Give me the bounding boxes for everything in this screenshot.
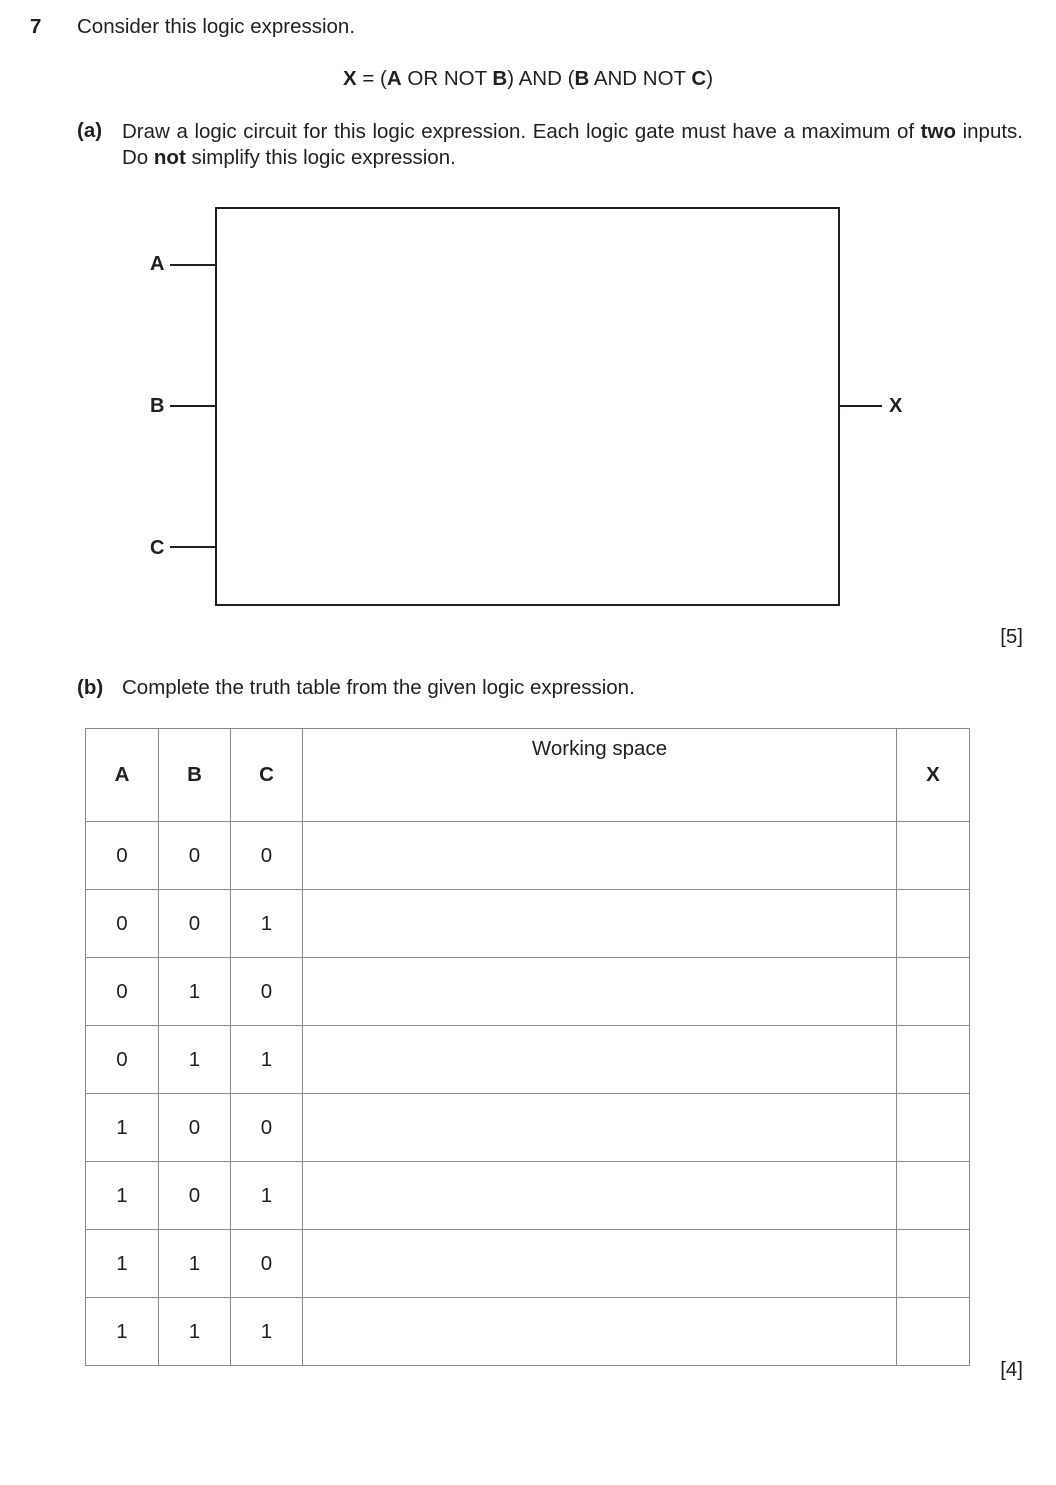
circuit-drawing-area[interactable] [215, 207, 840, 606]
cell-b: 0 [159, 890, 231, 958]
cell-c: 0 [231, 822, 303, 890]
input-wire-c [170, 546, 216, 548]
working-space-cell[interactable] [303, 1298, 897, 1366]
expr-a: A [386, 67, 402, 90]
working-space-cell[interactable] [303, 1094, 897, 1162]
cell-a: 0 [86, 822, 159, 890]
cell-b: 1 [159, 958, 231, 1026]
input-label-b: B [150, 395, 165, 417]
question-intro: Consider this logic expression. [77, 15, 356, 38]
logic-expression [0, 67, 1056, 91]
header-a: A [86, 729, 159, 822]
cell-a: 1 [86, 1162, 159, 1230]
question-number: 7 [30, 15, 42, 38]
answer-x-cell[interactable] [897, 1230, 970, 1298]
truth-table [85, 728, 970, 1366]
working-space-cell[interactable] [303, 890, 897, 958]
answer-x-cell[interactable] [897, 958, 970, 1026]
input-wire-b [170, 405, 216, 407]
cell-c: 1 [231, 1298, 303, 1366]
cell-c: 0 [231, 1094, 303, 1162]
expr-b1: B [492, 67, 508, 90]
part-a-text-2: inputs. Do [122, 120, 1023, 169]
answer-x-cell[interactable] [897, 1162, 970, 1230]
table-row [86, 1026, 970, 1094]
cell-c: 0 [231, 958, 303, 1026]
table-row [86, 890, 970, 958]
header-working-space: Working space [303, 729, 897, 822]
cell-a: 0 [86, 890, 159, 958]
table-row [86, 1230, 970, 1298]
cell-a: 0 [86, 958, 159, 1026]
part-a-label: (a) [77, 119, 103, 142]
part-a-text-1: Draw a logic circuit for this logic expression. Each logic gate must have a maximum of [122, 120, 921, 143]
header-x: X [897, 729, 970, 822]
cell-c: 1 [231, 890, 303, 958]
expr-eq: = ( [356, 67, 387, 90]
working-space-cell[interactable] [303, 1230, 897, 1298]
working-space-cell[interactable] [303, 958, 897, 1026]
part-b-instructions: Complete the truth table from the given logic expression. [122, 676, 635, 699]
working-space-cell[interactable] [303, 822, 897, 890]
cell-b: 1 [159, 1298, 231, 1366]
cell-b: 1 [159, 1026, 231, 1094]
cell-b: 0 [159, 1162, 231, 1230]
cell-c: 1 [231, 1162, 303, 1230]
part-a-marks: [5] [1000, 625, 1023, 648]
part-b-marks: [4] [1000, 1358, 1023, 1381]
cell-c: 1 [231, 1026, 303, 1094]
cell-a: 1 [86, 1094, 159, 1162]
part-a-bold-not: not [153, 146, 186, 169]
cell-a: 1 [86, 1230, 159, 1298]
expr-b2: B [574, 67, 590, 90]
cell-b: 0 [159, 822, 231, 890]
answer-x-cell[interactable] [897, 822, 970, 890]
input-label-a: A [150, 253, 165, 275]
header-c: C [231, 729, 303, 822]
expr-c: C [691, 67, 707, 90]
part-a-text-3: simplify this logic expression. [185, 146, 456, 169]
answer-x-cell[interactable] [897, 1094, 970, 1162]
cell-c: 0 [231, 1230, 303, 1298]
working-space-cell[interactable] [303, 1162, 897, 1230]
part-a-instructions [122, 119, 1023, 171]
truth-table-header-row [86, 729, 970, 822]
output-wire-x [838, 405, 882, 407]
working-space-cell[interactable] [303, 1026, 897, 1094]
input-wire-a [170, 264, 216, 266]
answer-x-cell[interactable] [897, 890, 970, 958]
table-row [86, 1162, 970, 1230]
expr-close: ) [706, 67, 714, 90]
table-row [86, 822, 970, 890]
expr-and-open: ) AND ( [507, 67, 575, 90]
cell-b: 1 [159, 1230, 231, 1298]
expr-x: X [342, 67, 357, 90]
answer-x-cell[interactable] [897, 1298, 970, 1366]
input-label-c: C [150, 537, 165, 559]
part-a-bold-two: two [920, 120, 956, 143]
cell-a: 0 [86, 1026, 159, 1094]
expr-or-not: OR NOT [401, 67, 493, 90]
part-b-label: (b) [77, 676, 104, 699]
cell-a: 1 [86, 1298, 159, 1366]
expr-and-not: AND NOT [589, 67, 692, 90]
table-row [86, 958, 970, 1026]
answer-x-cell[interactable] [897, 1026, 970, 1094]
cell-b: 0 [159, 1094, 231, 1162]
header-b: B [159, 729, 231, 822]
table-row [86, 1298, 970, 1366]
table-row [86, 1094, 970, 1162]
output-label-x: X [889, 395, 903, 417]
